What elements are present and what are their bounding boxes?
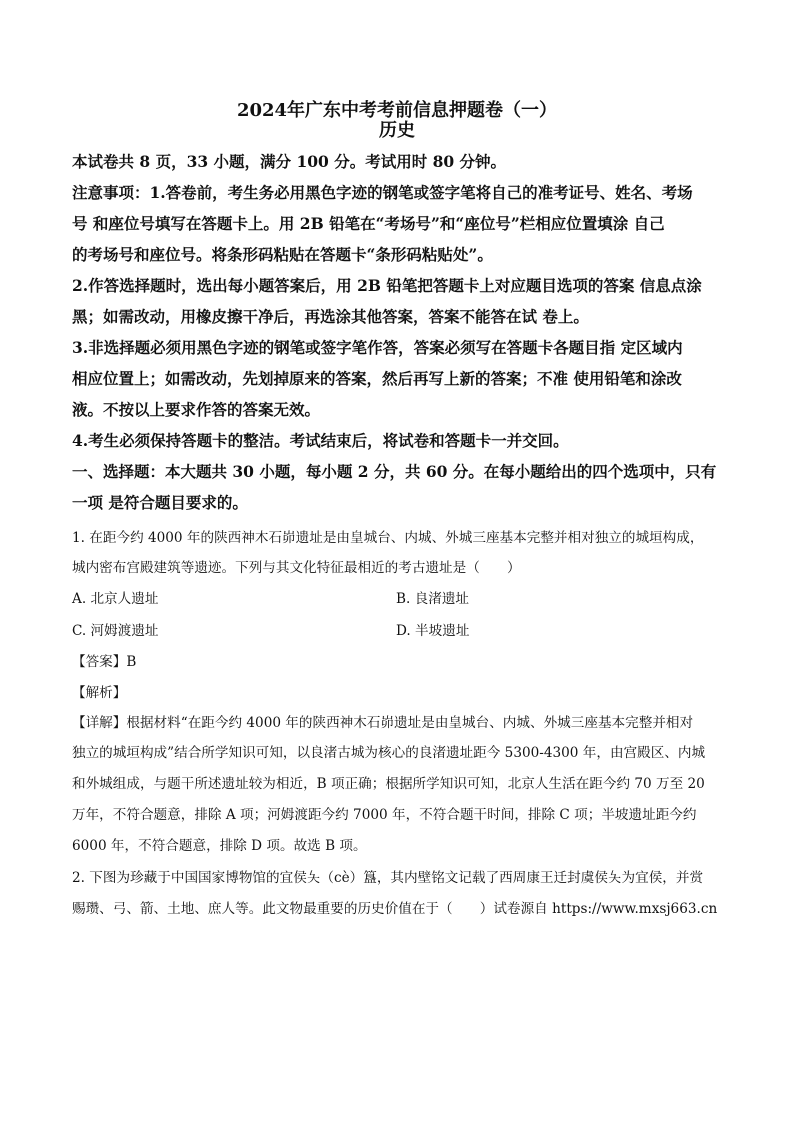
exam-title: 2024年广东中考考前信息押题卷（一） <box>236 100 558 121</box>
question-1-answer: 【答案】B <box>72 654 137 670</box>
notes-line: 4.考生必须保持答题卡的整洁。考试结束后，将试卷和答题卡一并交回。 <box>72 431 569 450</box>
question-1-option-d: D. 半坡遗址 <box>396 623 470 639</box>
notes-line: 注意事项：1.答卷前，考生务必用黑色字迹的钢笔或签字笔将自己的准考证号、姓名、考场 <box>72 183 693 202</box>
question-1-option-b: B. 良渚遗址 <box>396 591 470 607</box>
notes-line: 相应位置上；如需改动，先划掉原来的答案，然后再写上新的答案；不准 使用铅笔和涂改 <box>72 369 682 388</box>
notes-line: 3.非选择题必须用黑色字迹的钢笔或签字笔作答，答案必须写在答题卡各题目指 定区域内 <box>72 338 683 357</box>
question-1-detail: 独立的城垣构成”结合所学知识可知，以良渚古城为核心的良渚遗址距今 5300-4300 年，由宫殿区、内城 <box>72 745 706 761</box>
question-1-detail: 【详解】根据材料“在距今约 4000 年的陕西神木石峁遗址是由皇城台、内城、外城三座基本完整并相对 <box>72 715 694 731</box>
question-2-stem: 赐瓒、弓、箭、土地、庶人等。此文物最重要的历史价值在于（ ）试卷源自 https://www.mxsj663.cn <box>72 901 718 917</box>
question-1-detail: 和外城组成，与题干所述遗址较为相近，B 项正确；根据所学知识可知，北京人生活在距今约 70 万至 20 <box>72 776 705 792</box>
question-1-detail: 万年，不符合题意，排除 A 项；河姆渡距今约 7000 年，不符合题干时间，排除 C 项；半坡遗址距今约 <box>72 807 697 823</box>
section-heading: 一项 是符合题目要求的。 <box>72 493 248 512</box>
notes-line: 黑；如需改动，用橡皮擦干净后，再选涂其他答案，答案不能答在试 卷上。 <box>72 307 589 326</box>
notes-line: 液。不按以上要求作答的答案无效。 <box>72 400 321 419</box>
question-1-option-c: C. 河姆渡遗址 <box>72 623 159 639</box>
subject-title: 历史 <box>379 120 415 141</box>
question-1-detail: 6000 年，不符合题意，排除 D 项。故选 B 项。 <box>72 838 367 854</box>
question-1-stem: 城内密布宫殿建筑等遗迹。下列与其文化特征最相近的考古遗址是（ ） <box>72 560 521 576</box>
notes-line: 2.作答选择题时，选出每小题答案后，用 2B 铅笔把答题卡上对应题目选项的答案 信息点涂 <box>72 276 702 295</box>
question-1-stem: 1. 在距今约 4000 年的陕西神木石峁遗址是由皇城台、内城、外城三座基本完整并相对独立的城垣构成， <box>72 530 704 546</box>
exam-info: 本试卷共 8 页，33 小题，满分 100 分。考试用时 80 分钟。 <box>72 152 507 171</box>
section-heading: 一、选择题：本大题共 30 小题，每小题 2 分，共 60 分。在每小题给出的四个选项中，只有 <box>72 462 717 481</box>
question-1-option-a: A. 北京人遗址 <box>72 591 159 607</box>
notes-line: 号 和座位号填写在答题卡上。用 2B 铅笔在“考场号”和“座位号”栏相应位置填涂 自己 <box>72 214 665 233</box>
question-2-stem: 2. 下图为珍藏于中国国家博物馆的宜侯夨（cè）簋，其内壁铭文记载了西周康王迁封虞侯夨为宜侯，并赏 <box>72 870 704 886</box>
question-1-analysis-label: 【解析】 <box>72 685 127 701</box>
notes-line: 的考场号和座位号。将条形码粘贴在答题卡“条形码粘贴处”。 <box>72 245 493 264</box>
